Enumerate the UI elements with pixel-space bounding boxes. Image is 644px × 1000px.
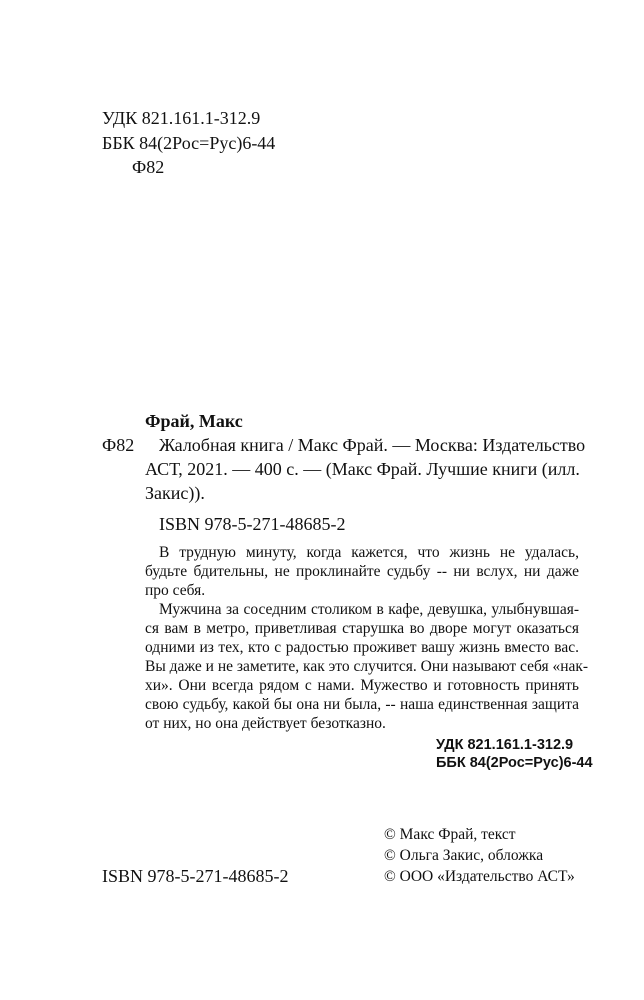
copyright-author: © Макс Фрай, текст [384, 826, 516, 843]
copyright-cover: © Ольга Закис, обложка [384, 847, 544, 864]
header-author-mark: Ф82 [132, 157, 165, 177]
record-mark: Ф82 [102, 435, 135, 455]
annotation-line-10: от них, но она действует безотказно. [145, 715, 386, 732]
record-desc-line-2: АСТ, 2021. — 400 с. — (Макс Фрай. Лучшие книги (илл. [145, 459, 580, 479]
header-udk: УДК 821.161.1-312.9 [102, 108, 261, 128]
annotation-line-3: про себя. [145, 582, 206, 599]
record-desc-line-1: Жалобная книга / Макс Фрай. — Москва: Издательство [159, 435, 586, 455]
copyright-publisher: © ООО «Издательство АСТ» [384, 868, 575, 885]
record-desc-line-3: Закис)). [145, 483, 205, 503]
annotation-line-8: хи». Они всегда рядом с нами. Мужество и готовность принять [145, 677, 579, 694]
annotation-line-9: свою судьбу, какой бы она ни была, -- наша единственная защита [145, 696, 579, 713]
annotation-line-7: Вы даже и не заметите, как это случится. Они называют себя «нак- [145, 658, 589, 675]
annotation-line-6: одними из тех, кто с радостью проживет вашу жизнь вместо вас. [145, 639, 579, 656]
footer-isbn: ISBN 978-5-271-48685-2 [102, 866, 289, 886]
annotation-line-5: ся вам в метро, приветливая старушка во дворе могут оказаться [145, 620, 579, 637]
record-isbn: ISBN 978-5-271-48685-2 [159, 514, 346, 534]
codes-bbk: ББК 84(2Рос=Рус)6-44 [436, 755, 593, 771]
header-bbk: ББК 84(2Рос=Рус)6-44 [102, 133, 276, 153]
annotation-line-4: Мужчина за соседним столиком в кафе, девушка, улыбнувшая- [159, 601, 579, 618]
codes-udk: УДК 821.161.1-312.9 [436, 737, 574, 753]
record-author: Фрай, Макс [145, 411, 243, 431]
annotation-line-1: В трудную минуту, когда кажется, что жизнь не удалась, [159, 544, 579, 561]
annotation-line-2: будьте бдительны, не проклинайте судьбу -- ни вслух, ни даже [145, 563, 579, 580]
